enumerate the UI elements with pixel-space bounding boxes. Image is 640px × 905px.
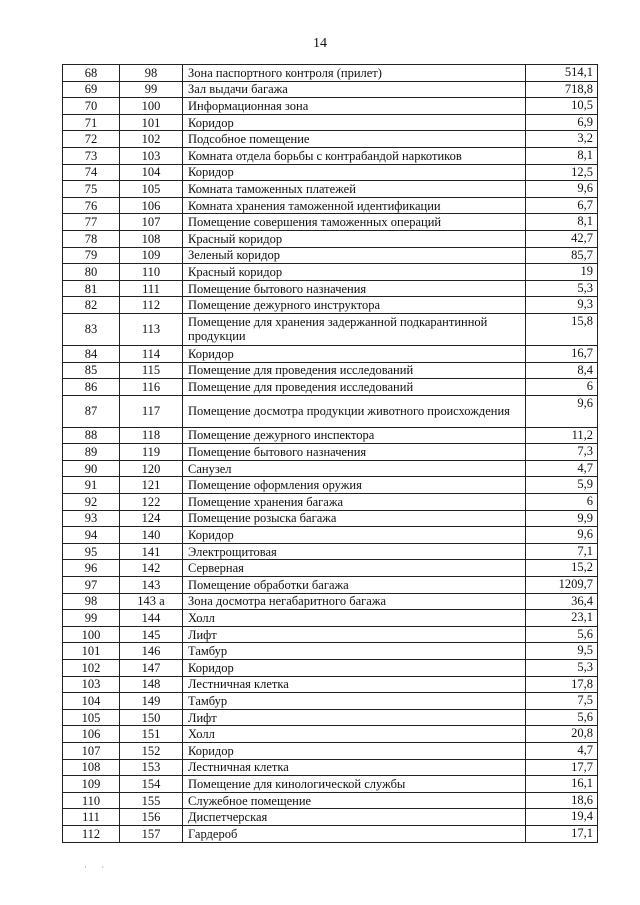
table-row [63, 477, 598, 494]
table-row [63, 560, 598, 577]
row-number-cell: 77 [63, 214, 120, 231]
room-area-cell: 7,3 [526, 444, 598, 461]
room-name-cell: Холл [183, 610, 526, 627]
room-area-cell: 19,4 [526, 809, 598, 826]
row-number-cell: 104 [63, 693, 120, 710]
row-number-cell: 71 [63, 114, 120, 131]
room-number-cell: 152 [120, 742, 183, 759]
row-number-cell: 90 [63, 460, 120, 477]
room-area-cell: 7,1 [526, 543, 598, 560]
room-area-cell: 4,7 [526, 460, 598, 477]
table-row [63, 114, 598, 131]
room-name-cell: Холл [183, 726, 526, 743]
room-number-cell: 142 [120, 560, 183, 577]
table-row [63, 759, 598, 776]
room-name-cell: Тамбур [183, 693, 526, 710]
row-number-cell: 83 [63, 313, 120, 345]
row-number-cell: 97 [63, 577, 120, 594]
table-row [63, 164, 598, 181]
room-name-cell: Помещение дежурного инструктора [183, 297, 526, 314]
room-area-cell: 20,8 [526, 726, 598, 743]
row-number-cell: 70 [63, 98, 120, 115]
room-area-cell: 15,8 [526, 313, 598, 345]
room-name-cell: Помещение для хранения задержанной подкарантинной продукции [183, 313, 526, 345]
room-area-cell: 6 [526, 379, 598, 396]
table-row [63, 98, 598, 115]
row-number-cell: 79 [63, 247, 120, 264]
room-number-cell: 144 [120, 610, 183, 627]
row-number-cell: 95 [63, 543, 120, 560]
room-number-cell: 151 [120, 726, 183, 743]
row-number-cell: 106 [63, 726, 120, 743]
room-number-cell: 115 [120, 362, 183, 379]
room-area-cell: 36,4 [526, 593, 598, 610]
row-number-cell: 84 [63, 345, 120, 362]
room-name-cell: Информационная зона [183, 98, 526, 115]
room-number-cell: 109 [120, 247, 183, 264]
room-name-cell: Коридор [183, 114, 526, 131]
room-area-cell: 15,2 [526, 560, 598, 577]
room-area-cell: 18,6 [526, 792, 598, 809]
room-name-cell: Помещение обработки багажа [183, 577, 526, 594]
room-area-cell: 85,7 [526, 247, 598, 264]
room-area-cell: 6,7 [526, 197, 598, 214]
room-area-cell: 17,7 [526, 759, 598, 776]
row-number-cell: 101 [63, 643, 120, 660]
table-row [63, 693, 598, 710]
table-row [63, 247, 598, 264]
table-row [63, 543, 598, 560]
room-number-cell: 105 [120, 181, 183, 198]
room-number-cell: 153 [120, 759, 183, 776]
room-number-cell: 111 [120, 280, 183, 297]
row-number-cell: 112 [63, 825, 120, 842]
row-number-cell: 76 [63, 197, 120, 214]
room-name-cell: Диспетчерская [183, 809, 526, 826]
room-number-cell: 102 [120, 131, 183, 148]
room-area-cell: 5,6 [526, 626, 598, 643]
room-name-cell: Зона досмотра негабаритного багажа [183, 593, 526, 610]
room-number-cell: 108 [120, 230, 183, 247]
room-number-cell: 116 [120, 379, 183, 396]
table-row [63, 345, 598, 362]
table-row [63, 709, 598, 726]
room-number-cell: 155 [120, 792, 183, 809]
table-row [63, 494, 598, 511]
row-number-cell: 69 [63, 81, 120, 98]
room-number-cell: 145 [120, 626, 183, 643]
row-number-cell: 111 [63, 809, 120, 826]
row-number-cell: 82 [63, 297, 120, 314]
row-number-cell: 108 [63, 759, 120, 776]
table-row [63, 65, 598, 82]
room-name-cell: Лестничная клетка [183, 676, 526, 693]
table-row [63, 792, 598, 809]
room-number-cell: 124 [120, 510, 183, 527]
page-number: 14 [313, 36, 327, 51]
room-area-cell: 514,1 [526, 65, 598, 82]
room-area-cell: 8,4 [526, 362, 598, 379]
table-row [63, 460, 598, 477]
room-name-cell: Помещение досмотра продукции животного происхождения [183, 395, 526, 427]
room-number-cell: 150 [120, 709, 183, 726]
room-name-cell: Зал выдачи багажа [183, 81, 526, 98]
room-name-cell: Лифт [183, 709, 526, 726]
room-name-cell: Подсобное помещение [183, 131, 526, 148]
room-area-cell: 19 [526, 264, 598, 281]
room-number-cell: 104 [120, 164, 183, 181]
room-area-cell: 3,2 [526, 131, 598, 148]
table-row [63, 427, 598, 444]
row-number-cell: 78 [63, 230, 120, 247]
row-number-cell: 85 [63, 362, 120, 379]
room-name-cell: Красный коридор [183, 264, 526, 281]
room-number-cell: 141 [120, 543, 183, 560]
room-name-cell: Помещение бытового назначения [183, 444, 526, 461]
room-number-cell: 107 [120, 214, 183, 231]
row-number-cell: 86 [63, 379, 120, 396]
row-number-cell: 110 [63, 792, 120, 809]
room-number-cell: 110 [120, 264, 183, 281]
room-name-cell: Серверная [183, 560, 526, 577]
room-name-cell: Коридор [183, 345, 526, 362]
table-row [63, 197, 598, 214]
table-row [63, 313, 598, 345]
room-number-cell: 119 [120, 444, 183, 461]
room-number-cell: 154 [120, 776, 183, 793]
room-area-cell: 11,2 [526, 427, 598, 444]
rooms-table [62, 64, 598, 843]
room-number-cell: 146 [120, 643, 183, 660]
row-number-cell: 72 [63, 131, 120, 148]
room-area-cell: 9,3 [526, 297, 598, 314]
room-name-cell: Лестничная клетка [183, 759, 526, 776]
room-area-cell: 17,8 [526, 676, 598, 693]
room-number-cell: 98 [120, 65, 183, 82]
room-number-cell: 157 [120, 825, 183, 842]
room-name-cell: Санузел [183, 460, 526, 477]
row-number-cell: 100 [63, 626, 120, 643]
table-row [63, 81, 598, 98]
table-row [63, 297, 598, 314]
room-area-cell: 23,1 [526, 610, 598, 627]
row-number-cell: 94 [63, 527, 120, 544]
room-name-cell: Коридор [183, 742, 526, 759]
table-row [63, 726, 598, 743]
room-number-cell: 106 [120, 197, 183, 214]
room-area-cell: 42,7 [526, 230, 598, 247]
room-name-cell: Гардероб [183, 825, 526, 842]
scan-marks: · · [84, 862, 111, 872]
room-name-cell: Красный коридор [183, 230, 526, 247]
room-area-cell: 16,7 [526, 345, 598, 362]
table-row [63, 379, 598, 396]
table-row [63, 660, 598, 677]
room-number-cell: 122 [120, 494, 183, 511]
table-row [63, 593, 598, 610]
table-row [63, 776, 598, 793]
room-area-cell: 7,5 [526, 693, 598, 710]
room-number-cell: 147 [120, 660, 183, 677]
table-row [63, 395, 598, 427]
room-number-cell: 148 [120, 676, 183, 693]
room-name-cell: Зеленый коридор [183, 247, 526, 264]
room-name-cell: Коридор [183, 527, 526, 544]
room-number-cell: 156 [120, 809, 183, 826]
room-area-cell: 16,1 [526, 776, 598, 793]
table-row [63, 510, 598, 527]
row-number-cell: 105 [63, 709, 120, 726]
room-number-cell: 149 [120, 693, 183, 710]
room-name-cell: Коридор [183, 660, 526, 677]
room-name-cell: Комната хранения таможенной идентификации [183, 197, 526, 214]
row-number-cell: 75 [63, 181, 120, 198]
table-row [63, 131, 598, 148]
row-number-cell: 92 [63, 494, 120, 511]
table-row [63, 742, 598, 759]
table-row [63, 230, 598, 247]
room-area-cell: 9,9 [526, 510, 598, 527]
table-row [63, 444, 598, 461]
room-number-cell: 143 [120, 577, 183, 594]
room-area-cell: 5,9 [526, 477, 598, 494]
table-row [63, 676, 598, 693]
row-number-cell: 93 [63, 510, 120, 527]
room-number-cell: 113 [120, 313, 183, 345]
room-number-cell: 100 [120, 98, 183, 115]
row-number-cell: 107 [63, 742, 120, 759]
room-area-cell: 718,8 [526, 81, 598, 98]
room-area-cell: 6,9 [526, 114, 598, 131]
room-area-cell: 8,1 [526, 147, 598, 164]
table-row [63, 527, 598, 544]
row-number-cell: 91 [63, 477, 120, 494]
room-area-cell: 12,5 [526, 164, 598, 181]
table-row [63, 825, 598, 842]
row-number-cell: 81 [63, 280, 120, 297]
table-row [63, 610, 598, 627]
room-name-cell: Лифт [183, 626, 526, 643]
table-row [63, 577, 598, 594]
room-area-cell: 1209,7 [526, 577, 598, 594]
room-name-cell: Помещение дежурного инспектора [183, 427, 526, 444]
room-number-cell: 112 [120, 297, 183, 314]
row-number-cell: 89 [63, 444, 120, 461]
table-row [63, 264, 598, 281]
row-number-cell: 87 [63, 395, 120, 427]
row-number-cell: 98 [63, 593, 120, 610]
room-name-cell: Тамбур [183, 643, 526, 660]
room-area-cell: 6 [526, 494, 598, 511]
row-number-cell: 80 [63, 264, 120, 281]
room-number-cell: 121 [120, 477, 183, 494]
rooms-table-body [63, 65, 598, 843]
room-name-cell: Помещение совершения таможенных операций [183, 214, 526, 231]
row-number-cell: 68 [63, 65, 120, 82]
row-number-cell: 73 [63, 147, 120, 164]
room-area-cell: 9,6 [526, 527, 598, 544]
row-number-cell: 103 [63, 676, 120, 693]
room-name-cell: Помещение хранения багажа [183, 494, 526, 511]
row-number-cell: 102 [63, 660, 120, 677]
room-name-cell: Коридор [183, 164, 526, 181]
room-number-cell: 118 [120, 427, 183, 444]
table-row [63, 643, 598, 660]
table-row [63, 214, 598, 231]
room-number-cell: 143 а [120, 593, 183, 610]
room-name-cell: Служебное помещение [183, 792, 526, 809]
room-area-cell: 9,5 [526, 643, 598, 660]
room-number-cell: 140 [120, 527, 183, 544]
room-area-cell: 8,1 [526, 214, 598, 231]
table-row [63, 362, 598, 379]
table-row [63, 147, 598, 164]
room-area-cell: 10,5 [526, 98, 598, 115]
row-number-cell: 109 [63, 776, 120, 793]
table-row [63, 626, 598, 643]
room-name-cell: Помещение для проведения исследований [183, 379, 526, 396]
room-name-cell: Помещение для кинологической службы [183, 776, 526, 793]
row-number-cell: 96 [63, 560, 120, 577]
table-row [63, 809, 598, 826]
room-name-cell: Помещение оформления оружия [183, 477, 526, 494]
room-name-cell: Зона паспортного контроля (прилет) [183, 65, 526, 82]
table-row [63, 181, 598, 198]
room-area-cell: 4,7 [526, 742, 598, 759]
row-number-cell: 99 [63, 610, 120, 627]
room-name-cell: Комната отдела борьбы с контрабандой наркотиков [183, 147, 526, 164]
room-area-cell: 5,3 [526, 280, 598, 297]
row-number-cell: 74 [63, 164, 120, 181]
room-area-cell: 9,6 [526, 181, 598, 198]
room-name-cell: Помещение бытового назначения [183, 280, 526, 297]
room-name-cell: Помещение розыска багажа [183, 510, 526, 527]
row-number-cell: 88 [63, 427, 120, 444]
room-area-cell: 17,1 [526, 825, 598, 842]
room-number-cell: 120 [120, 460, 183, 477]
room-name-cell: Комната таможенных платежей [183, 181, 526, 198]
room-number-cell: 101 [120, 114, 183, 131]
room-number-cell: 117 [120, 395, 183, 427]
table-row [63, 280, 598, 297]
room-area-cell: 9,6 [526, 395, 598, 427]
room-name-cell: Помещение для проведения исследований [183, 362, 526, 379]
room-area-cell: 5,3 [526, 660, 598, 677]
room-number-cell: 99 [120, 81, 183, 98]
room-area-cell: 5,6 [526, 709, 598, 726]
room-number-cell: 103 [120, 147, 183, 164]
room-number-cell: 114 [120, 345, 183, 362]
room-name-cell: Электрощитовая [183, 543, 526, 560]
